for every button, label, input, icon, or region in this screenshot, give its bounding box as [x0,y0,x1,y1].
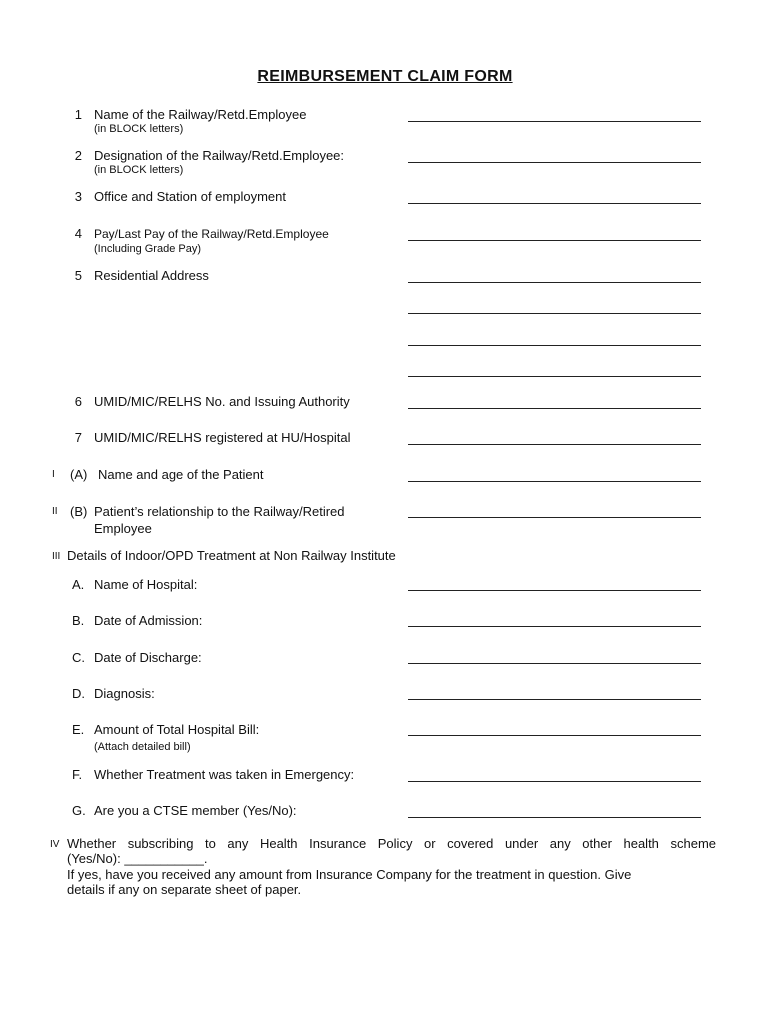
diagnosis-field[interactable] [408,699,701,700]
item-sublabel: (in BLOCK letters) [94,164,184,176]
insurance-amount-question: If yes, have you received any amount from Insurance Company for the treatment in question. Give [67,867,632,882]
employee-name-field[interactable] [408,121,701,122]
designation-field[interactable] [408,162,701,163]
item-label: Office and Station of employment [94,189,286,204]
patient-name-age-field[interactable] [408,481,701,482]
sub-item-letter: F. [72,767,83,782]
item-label: UMID/MIC/RELHS registered at HU/Hospital [94,430,351,445]
address-field-line-2[interactable] [408,313,701,314]
section-letter: (B) [70,504,88,519]
emergency-field[interactable] [408,781,701,782]
section-roman-numeral: III [52,551,61,562]
sub-item-letter: D. [72,686,85,701]
hospital-bill-label: Amount of Total Hospital Bill: [94,722,260,737]
item-number: 4 [74,226,82,241]
item-number: 1 [74,107,82,122]
insurance-details-note: details if any on separate sheet of paper. [67,882,302,897]
umid-issuing-field[interactable] [408,408,701,409]
item-label: Pay/Last Pay of the Railway/Retd.Employee [94,227,329,241]
address-field-line-4[interactable] [408,376,701,377]
address-field-line-3[interactable] [408,345,701,346]
pay-field[interactable] [408,240,701,241]
item-label: UMID/MIC/RELHS No. and Issuing Authority [94,394,350,409]
item-number: 5 [74,268,82,283]
hospital-name-label: Name of Hospital: [94,577,198,592]
hospital-name-field[interactable] [408,590,701,591]
section-roman-numeral: IV [50,839,60,850]
admission-date-label: Date of Admission: [94,613,203,628]
office-station-field[interactable] [408,203,701,204]
sub-item-letter: B. [72,613,85,628]
item-number: 3 [74,189,82,204]
item-label: Designation of the Railway/Retd.Employee: [94,148,345,163]
item-label: Name of the Railway/Retd.Employee [94,107,307,122]
sub-item-letter: C. [72,650,85,665]
discharge-date-label: Date of Discharge: [94,650,202,665]
form-title: REIMBURSEMENT CLAIM FORM [257,68,513,85]
section-letter: (A) [70,467,88,482]
section-heading: Details of Indoor/OPD Treatment at Non Railway Institute [67,548,396,563]
sub-item-letter: A. [72,577,85,592]
sub-item-letter: E. [72,722,85,737]
item-number: 6 [74,394,82,409]
umid-registered-field[interactable] [408,444,701,445]
item-number: 2 [74,148,82,163]
sub-item-letter: G. [72,803,86,818]
item-sublabel: (Including Grade Pay) [94,243,201,255]
address-field-line-1[interactable] [408,282,701,283]
item-sublabel: (in BLOCK letters) [94,123,184,135]
item-label: Residential Address [94,268,209,283]
item-number: 7 [74,430,82,445]
hospital-bill-note: (Attach detailed bill) [94,741,191,753]
emergency-label: Whether Treatment was taken in Emergency: [94,767,355,782]
relationship-field[interactable] [408,517,701,518]
diagnosis-label: Diagnosis: [94,686,155,701]
section-roman-numeral: II [52,506,58,517]
insurance-yes-no: (Yes/No): ___________. [67,851,208,866]
relationship-label-cont: Employee [94,521,152,536]
discharge-date-field[interactable] [408,663,701,664]
patient-name-label: Name and age of the Patient [98,467,264,482]
hospital-bill-field[interactable] [408,735,701,736]
insurance-question: Whether subscribing to any Health Insurance Policy or covered under any other health scheme [67,836,716,851]
ctse-member-field[interactable] [408,817,701,818]
relationship-label: Patient’s relationship to the Railway/Retired [94,504,345,519]
ctse-member-label: Are you a CTSE member (Yes/No): [94,803,297,818]
section-roman-numeral: I [52,469,55,480]
admission-date-field[interactable] [408,626,701,627]
